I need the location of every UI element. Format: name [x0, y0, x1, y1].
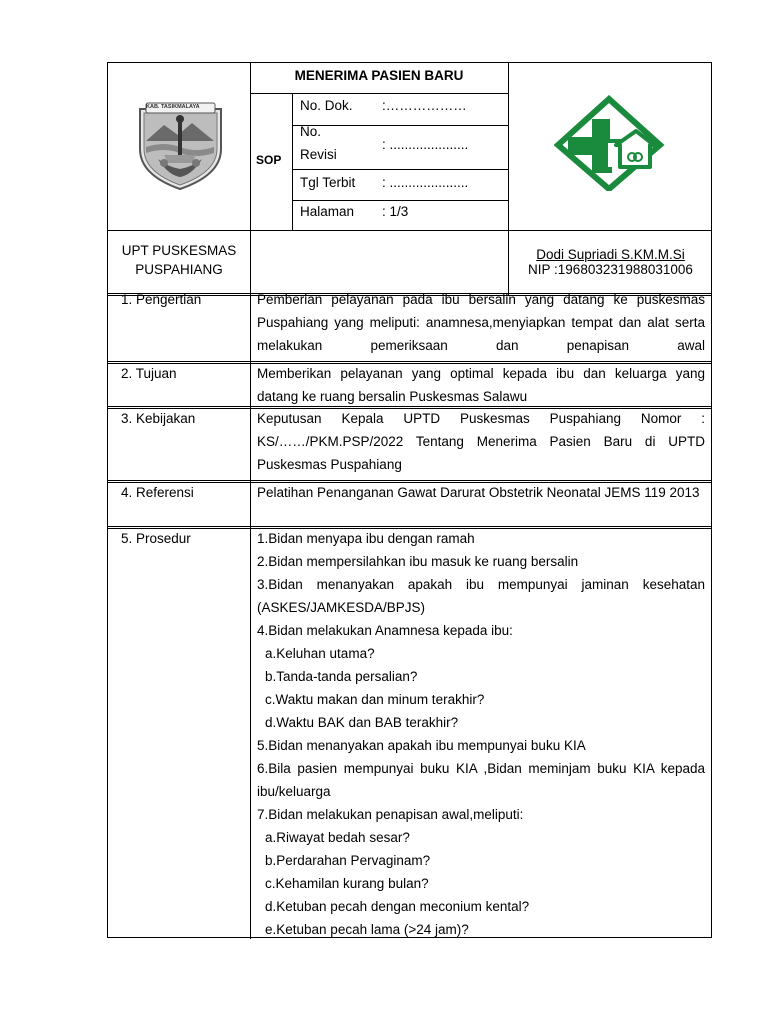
- org-name-line2: PUSPAHIANG: [135, 262, 223, 277]
- procedure-step: 5.Bidan menanyakan apakah ibu mempunyai buku KIA: [257, 738, 586, 753]
- section-text-tujuan: Memberikan pelayanan yang optimal kepada ibu dan keluarga yang datang ke ruang bersalin Puskesmas Salawu: [257, 366, 705, 404]
- section-text-referensi: Pelatihan Penanganan Gawat Darurat Obstetrik Neonatal JEMS 119 2013: [257, 485, 700, 500]
- field-label-no-revisi-2: Revisi: [300, 147, 337, 162]
- section-label-pengertian: 1. Pengertian: [121, 292, 202, 307]
- procedure-substep: c.Waktu makan dan minum terakhir?: [265, 692, 485, 707]
- field-label-halaman: Halaman: [300, 204, 355, 219]
- procedure-step: 6.Bila pasien mempunyai buku KIA ,Bidan meminjam buku KIA kepada ibu/keluarga: [257, 761, 705, 799]
- section-text-kebijakan: Keputusan Kepala UPTD Puskesmas Puspahiang Nomor : KS/……/PKM.PSP/2022 Tentang Menerima Pasien Baru di UPTD Puskesmas Puspahiang: [257, 411, 705, 472]
- document-title: MENERIMA PASIEN BARU: [294, 68, 464, 83]
- procedure-substep: a.Riwayat bedah sesar?: [265, 830, 410, 845]
- procedure-substep: d.Ketuban pecah dengan meconium kental?: [265, 899, 530, 914]
- procedure-substep: b.Perdarahan Pervaginam?: [265, 853, 431, 868]
- procedure-step: 4.Bidan melakukan Anamnesa kepada ibu:: [257, 623, 513, 638]
- procedure-substep: d.Waktu BAK dan BAB terakhir?: [265, 715, 459, 730]
- field-value-halaman: : 1/3: [382, 204, 409, 219]
- procedure-substep: e.Ketuban pecah lama (>24 jam)?: [265, 922, 469, 937]
- procedure-step: 3.Bidan menanyakan apakah ibu mempunyai jaminan kesehatan (ASKES/JAMKESDA/BPJS): [257, 577, 705, 615]
- field-value-tgl-terbit: : .....................: [382, 175, 469, 190]
- procedure-substep: b.Tanda-tanda persalian?: [265, 669, 418, 684]
- procedure-list: [257, 527, 705, 941]
- section-label-referensi: 4. Referensi: [121, 485, 194, 500]
- section-label-tujuan: 2. Tujuan: [121, 366, 177, 381]
- procedure-step: 2.Bidan mempersilahkan ibu masuk ke ruang bersalin: [257, 554, 579, 569]
- field-value-no-revisi: : .....................: [382, 137, 469, 152]
- field-label-no-revisi: No.: [300, 124, 322, 139]
- regency-emblem-logo: [134, 97, 227, 191]
- org-name-line1: UPT PUSKESMAS: [121, 243, 237, 258]
- puskesmas-logo: [554, 95, 665, 191]
- signer-name: Dodi Supriadi S.KM.M.Si: [536, 247, 685, 262]
- field-label-tgl-terbit: Tgl Terbit: [300, 175, 356, 190]
- procedure-step: 1.Bidan menyapa ibu dengan ramah: [257, 531, 475, 546]
- procedure-substep: a.Keluhan utama?: [265, 646, 375, 661]
- section-label-prosedur: 5. Prosedur: [121, 531, 191, 546]
- field-value-no-dok: :………………: [382, 98, 467, 113]
- procedure-step: 7.Bidan melakukan penapisan awal,meliputi:: [257, 807, 524, 822]
- sop-document: [107, 62, 712, 938]
- section-text-pengertian: Pemberian pelayanan pada ibu bersalin yang datang ke puskesmas Puspahiang yang meliputi: anamnesa,menyiapkan tempat dan alat serta melakukan pemeriksaan dan penapisan awal: [257, 292, 705, 353]
- procedure-substep: c.Kehamilan kurang bulan?: [265, 876, 429, 891]
- sop-label: SOP: [256, 153, 282, 167]
- emblem-text: KAB. TASIKMALAYA: [146, 104, 200, 110]
- section-label-kebijakan: 3. Kebijakan: [121, 411, 196, 426]
- signer-nip: NIP :196803231988031006: [528, 262, 693, 277]
- field-label-no-dok: No. Dok.: [300, 98, 353, 113]
